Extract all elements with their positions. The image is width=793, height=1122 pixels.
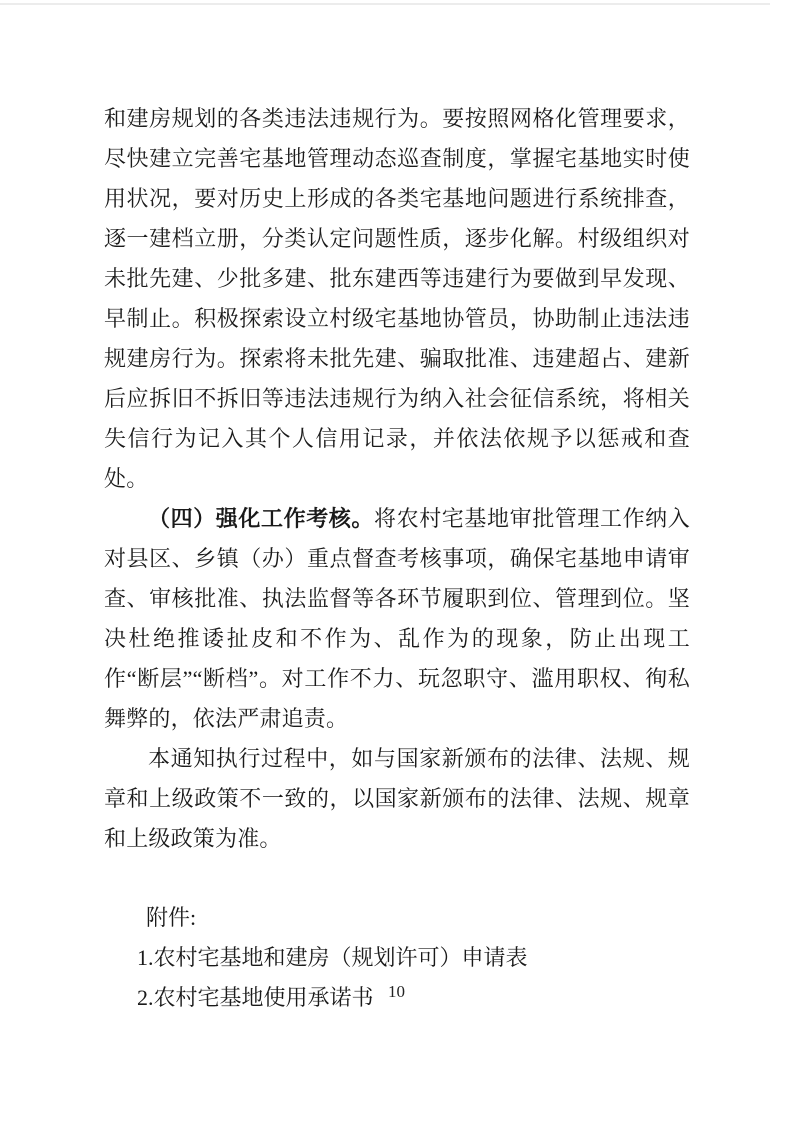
attachments-label: 附件: xyxy=(146,905,197,930)
body-paragraph-2-text: 将农村宅基地审批管理工作纳入对县区、乡镇（办）重点督查考核事项，确保宅基地申请审查、审核批准、执法监督等各环节履职到位、管理到位。坚决杜绝推诿扯皮和不作为、乱作为的现象，防止出现工作“断层”“断档”。对工作不力、玩忽职守、滥用职权、徇私舞弊的，依法严肃追责。 xyxy=(104,506,690,731)
page-number: 10 xyxy=(388,982,405,1001)
document-body xyxy=(104,99,690,1018)
attachment-item: 2.农村宅基地使用承诺书 xyxy=(137,985,374,1010)
body-paragraph-2 xyxy=(104,499,690,739)
scan-artifact-line xyxy=(0,3,770,5)
attachment-item: 1.农村宅基地和建房（规划许可）申请表 xyxy=(137,945,528,970)
body-paragraph-1: 和建房规划的各类违法违规行为。要按照网格化管理要求，尽快建立完善宅基地管理动态巡查制度，掌握宅基地实时使用状况，要对历史上形成的各类宅基地问题进行系统排查，逐一建档立册，分类认定问题性质，逐步化解。村级组织对未批先建、少批多建、批东建西等违建行为要做到早发现、早制止。积极探索设立村级宅基地协管员，协助制止违法违规建房行为。探索将未批先建、骗取批准、违建超占、建新后应拆旧不拆旧等违法违规行为纳入社会征信系统，将相关失信行为记入其个人信用记录，并依法依规予以惩戒和查处。 xyxy=(104,106,690,491)
section-heading: （四）强化工作考核。 xyxy=(148,506,374,531)
body-paragraph-3: 本通知执行过程中，如与国家新颁布的法律、法规、规章和上级政策不一致的，以国家新颁布的法律、法规、规章和上级政策为准。 xyxy=(104,746,690,851)
